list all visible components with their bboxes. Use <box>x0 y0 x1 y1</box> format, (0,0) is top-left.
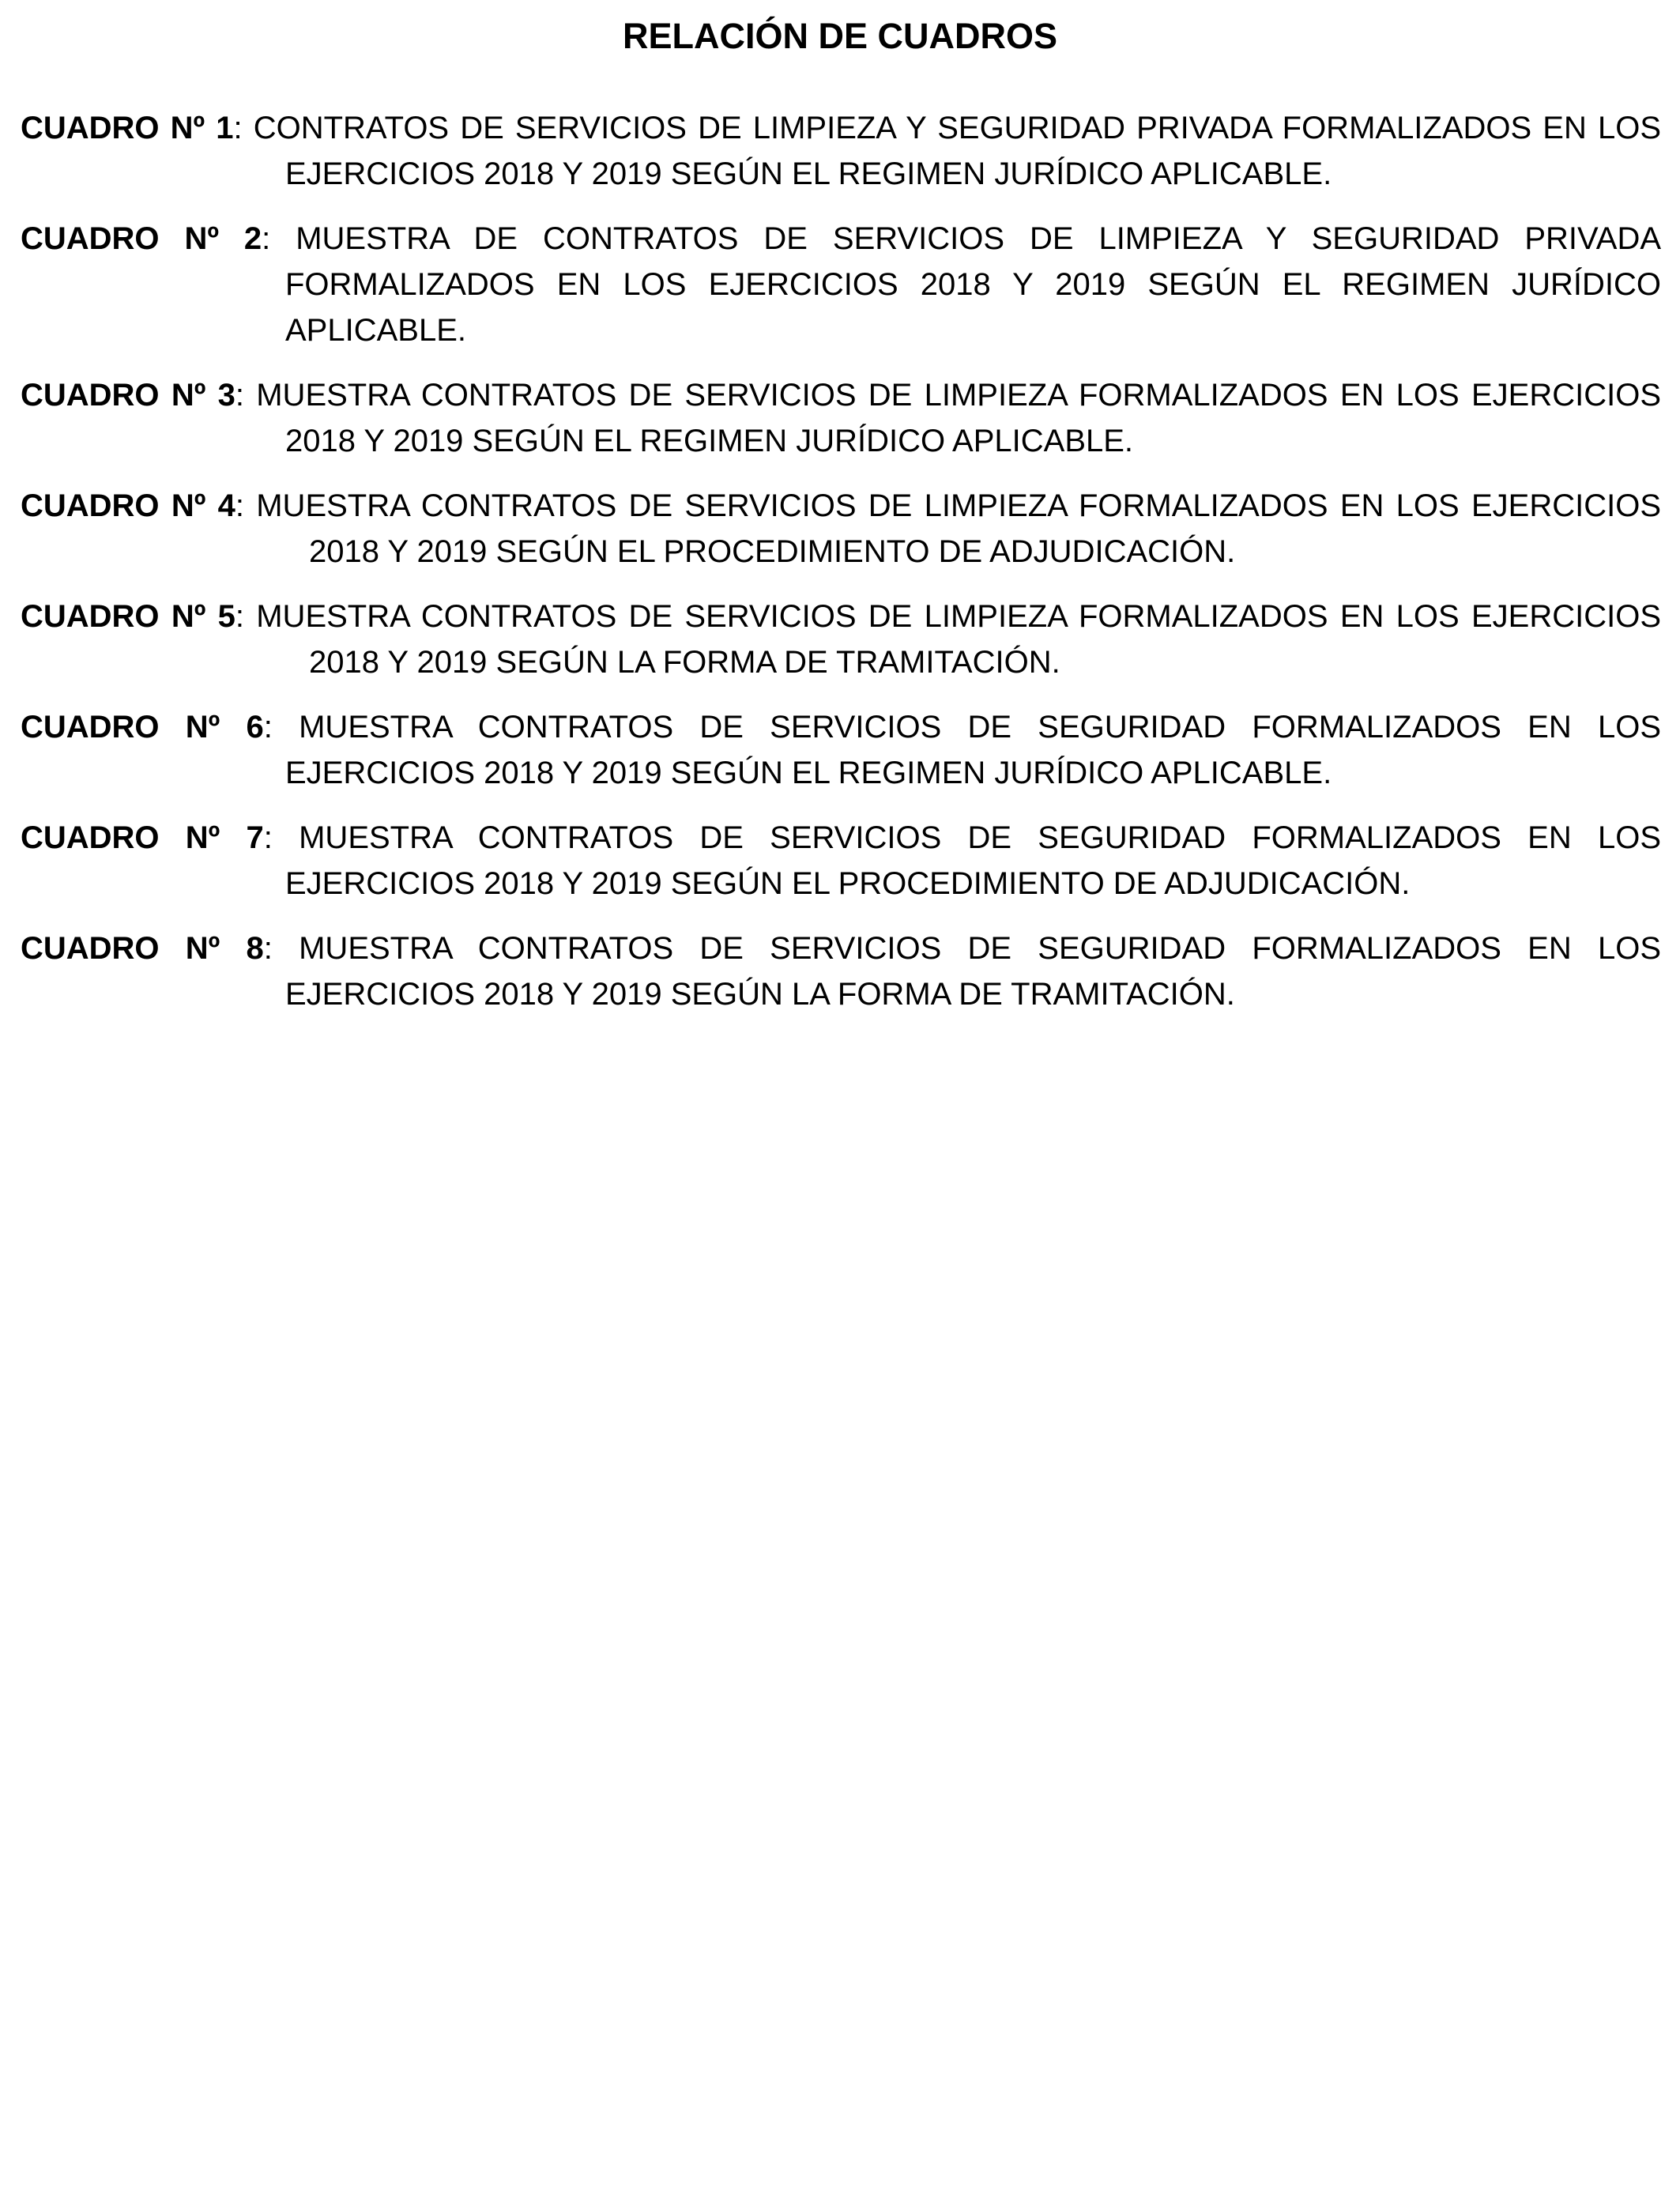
cuadro-description: : MUESTRA CONTRATOS DE SERVICIOS DE LIMPIEZA FORMALIZADOS EN LOS EJERCICIOS 2018 Y 2019 SEGÚN EL PROCEDIMIENTO DE ADJUDICACIÓN. <box>235 488 1662 569</box>
cuadro-label: CUADRO Nº 4 <box>21 488 235 523</box>
cuadro-label: CUADRO Nº 8 <box>21 931 264 966</box>
list-item-cuadro-5 <box>21 594 1661 685</box>
cuadro-label: CUADRO Nº 2 <box>21 221 262 256</box>
cuadro-description: : MUESTRA CONTRATOS DE SERVICIOS DE SEGURIDAD FORMALIZADOS EN LOS EJERCICIOS 2018 Y 2019 SEGÚN EL PROCEDIMIENTO DE ADJUDICACIÓN. <box>263 820 1661 901</box>
list-item-cuadro-2 <box>21 216 1661 353</box>
page-title: RELACIÓN DE CUADROS <box>622 16 1058 56</box>
cuadro-description: : CONTRATOS DE SERVICIOS DE LIMPIEZA Y SEGURIDAD PRIVADA FORMALIZADOS EN LOS EJERCICIOS 2018 Y 2019 SEGÚN EL REGIMEN JURÍDICO APLICABLE. <box>233 111 1662 191</box>
cuadro-description: : MUESTRA DE CONTRATOS DE SERVICIOS DE LIMPIEZA Y SEGURIDAD PRIVADA FORMALIZADOS EN LOS EJERCICIOS 2018 Y 2019 SEGÚN EL REGIMEN JURÍDICO APLICABLE. <box>262 221 1662 348</box>
cuadro-label: CUADRO Nº 3 <box>21 378 235 413</box>
cuadro-description: : MUESTRA CONTRATOS DE SERVICIOS DE LIMPIEZA FORMALIZADOS EN LOS EJERCICIOS 2018 Y 2019 SEGÚN LA FORMA DE TRAMITACIÓN. <box>235 599 1662 680</box>
table-index-list <box>21 105 1661 1036</box>
cuadro-description: : MUESTRA CONTRATOS DE SERVICIOS DE SEGURIDAD FORMALIZADOS EN LOS EJERCICIOS 2018 Y 2019 SEGÚN LA FORMA DE TRAMITACIÓN. <box>263 931 1661 1012</box>
list-item-cuadro-3 <box>21 372 1661 464</box>
cuadro-label: CUADRO Nº 7 <box>21 820 264 855</box>
list-item-cuadro-8 <box>21 925 1661 1017</box>
cuadro-label: CUADRO Nº 5 <box>21 599 235 634</box>
list-item-cuadro-6 <box>21 704 1661 796</box>
cuadro-label: CUADRO Nº 1 <box>21 111 234 145</box>
cuadro-description: : MUESTRA CONTRATOS DE SERVICIOS DE LIMPIEZA FORMALIZADOS EN LOS EJERCICIOS 2018 Y 2019 SEGÚN EL REGIMEN JURÍDICO APLICABLE. <box>235 378 1662 458</box>
cuadro-label: CUADRO Nº 6 <box>21 710 264 745</box>
cuadro-description: : MUESTRA CONTRATOS DE SERVICIOS DE SEGURIDAD FORMALIZADOS EN LOS EJERCICIOS 2018 Y 2019 SEGÚN EL REGIMEN JURÍDICO APLICABLE. <box>263 710 1661 790</box>
list-item-cuadro-4 <box>21 483 1661 575</box>
list-item-cuadro-7 <box>21 815 1661 907</box>
list-item-cuadro-1 <box>21 105 1661 197</box>
